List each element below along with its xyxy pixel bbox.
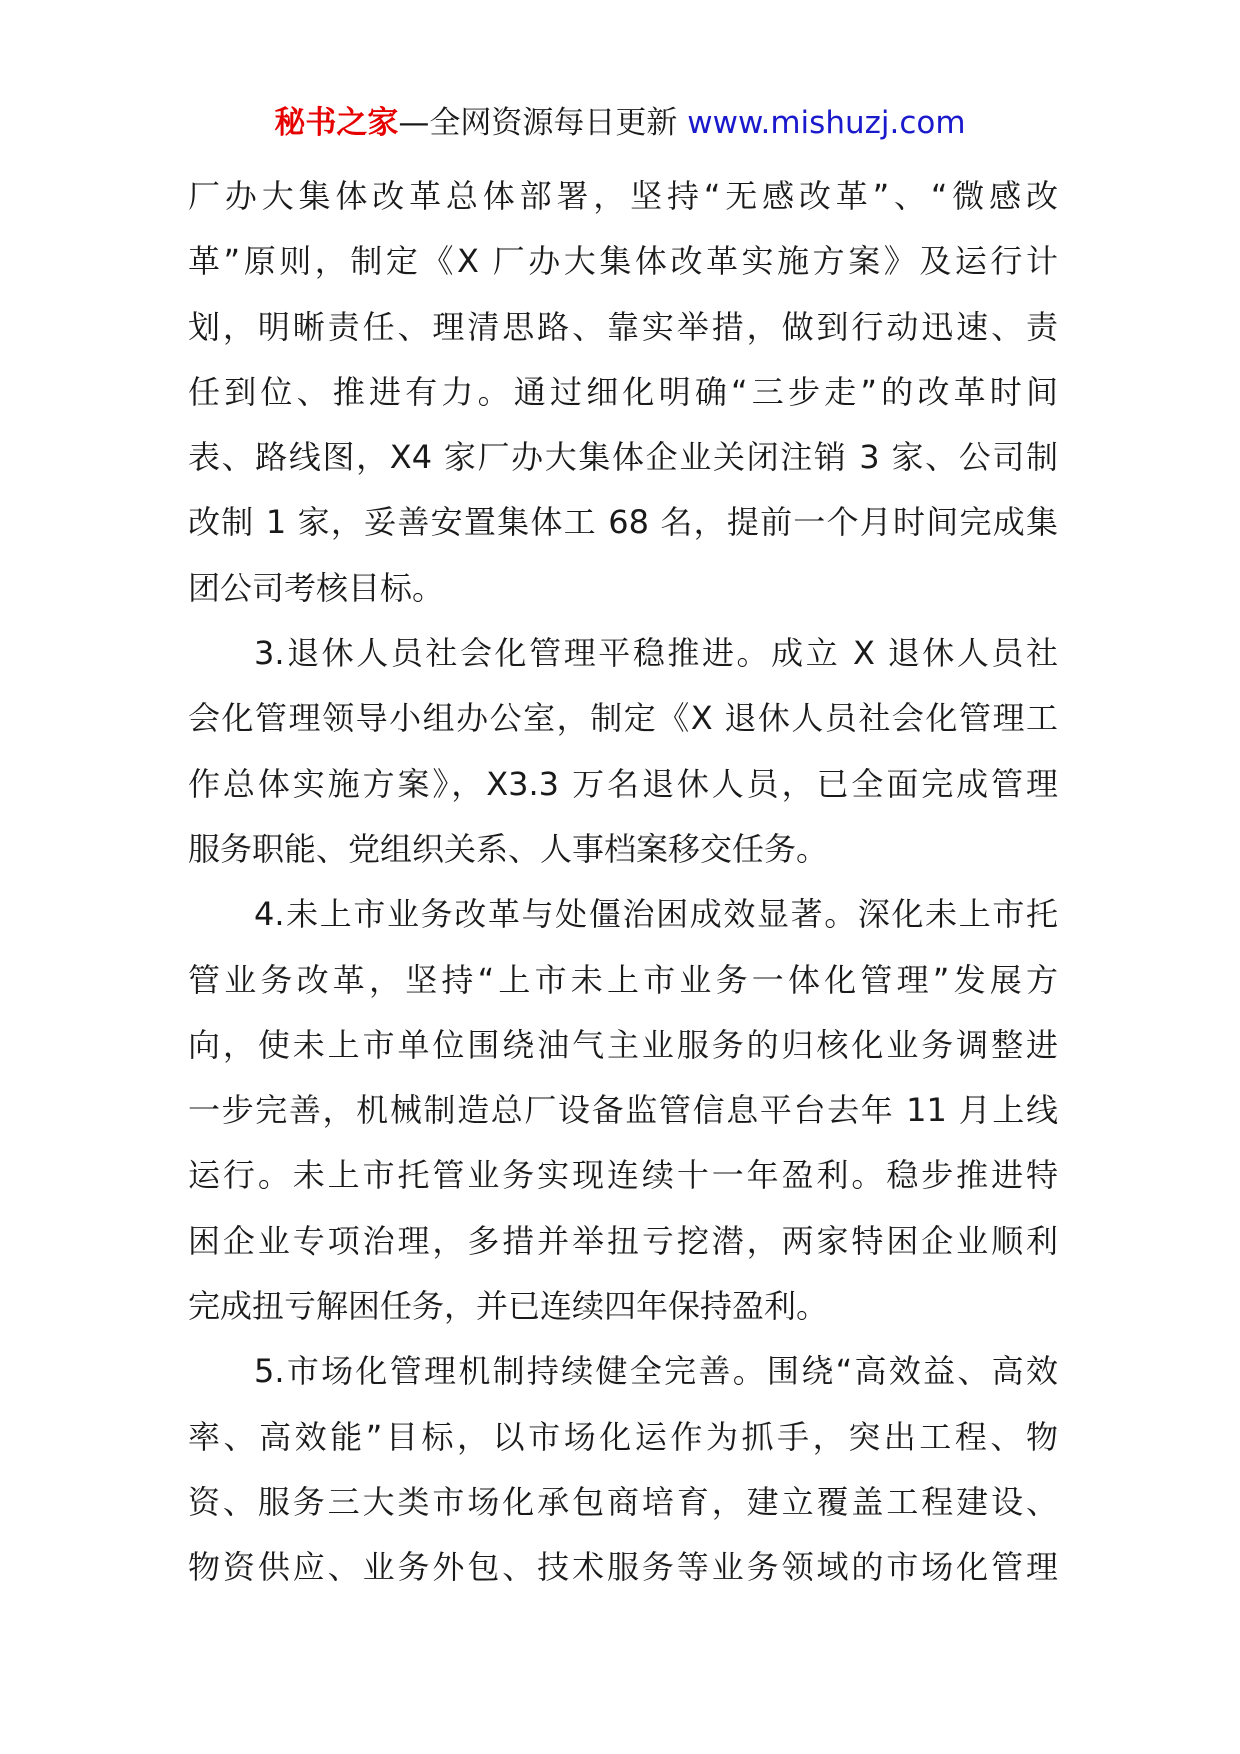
text-line: 划，明晰责任、理清思路、靠实举措，做到行动迅速、责 bbox=[188, 307, 1058, 346]
header-slogan: —全网资源每日更新 bbox=[398, 105, 688, 141]
text-line: 一步完善，机械制造总厂设备监管信息平台去年 11 月上线 bbox=[188, 1091, 1058, 1130]
text-line: 向，使未上市单位围绕油气主业服务的归核化业务调整进 bbox=[188, 1025, 1058, 1064]
text-line: 作总体实施方案》，X3.3 万名退休人员，已全面完成管理 bbox=[188, 764, 1058, 803]
text-line: 任到位、推进有力。通过细化明确“三步走”的改革时间 bbox=[188, 372, 1058, 411]
site-url-link[interactable]: www.mishuzj.com bbox=[687, 105, 966, 141]
text-line: 运行。未上市托管业务实现连续十一年盈利。稳步推进特 bbox=[188, 1156, 1058, 1195]
text-line: 服务职能、党组织关系、人事档案移交任务。 bbox=[188, 829, 829, 868]
text-line: 表、路线图，X4 家厂办大集体企业关闭注销 3 家、公司制 bbox=[188, 438, 1058, 477]
text-line: 完成扭亏解困任务，并已连续四年保持盈利。 bbox=[188, 1287, 829, 1326]
text-line: 率、高效能”目标，以市场化运作为抓手，突出工程、物 bbox=[188, 1417, 1058, 1456]
text-line: 改制 1 家，妥善安置集体工 68 名，提前一个月时间完成集 bbox=[188, 503, 1058, 542]
text-line: 会化管理领导小组办公室，制定《X 退休人员社会化管理工 bbox=[188, 699, 1058, 738]
text-line: 困企业专项治理，多措并举扭亏挖潜，两家特困企业顺利 bbox=[188, 1221, 1058, 1260]
paragraph-heading-3: 3.退休人员社会化管理平稳推进。成立 X 退休人员社 bbox=[254, 634, 1058, 673]
text-line: 团公司考核目标。 bbox=[188, 568, 445, 607]
paragraph-heading-4: 4.未上市业务改革与处僵治困成效显著。深化未上市托 bbox=[254, 895, 1058, 934]
paragraph-heading-5: 5.市场化管理机制持续健全完善。围绕“高效益、高效 bbox=[254, 1352, 1058, 1391]
text-line: 管业务改革，坚持“上市未上市业务一体化管理”发展方 bbox=[188, 960, 1058, 999]
text-line: 资、服务三大类市场化承包商培育，建立覆盖工程建设、 bbox=[188, 1482, 1058, 1521]
brand-name: 秘书之家 bbox=[274, 105, 399, 141]
document-body bbox=[188, 164, 1058, 1601]
page-header bbox=[0, 100, 1240, 146]
text-line: 物资供应、业务外包、技术服务等业务领域的市场化管理 bbox=[188, 1548, 1058, 1587]
text-line: 革”原则，制定《X 厂办大集体改革实施方案》及运行计 bbox=[188, 242, 1058, 281]
text-line: 厂办大集体改革总体部署，坚持“无感改革”、“微感改 bbox=[188, 177, 1058, 215]
